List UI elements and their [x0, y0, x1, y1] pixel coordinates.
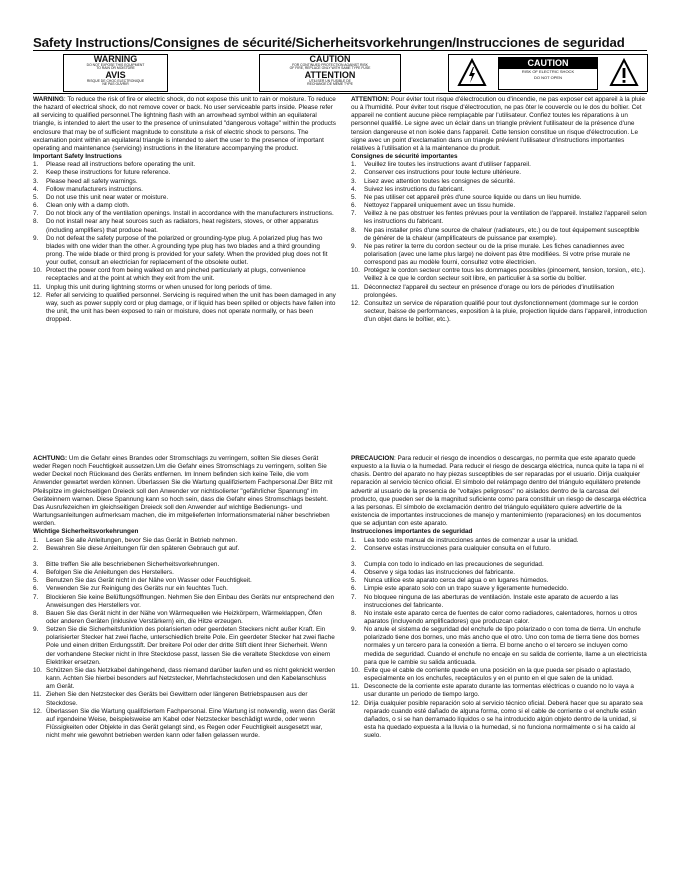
- list-item-number: 1.: [33, 161, 39, 169]
- list-item: [33, 691, 336, 707]
- list-item: [351, 300, 647, 324]
- list-item-text: Clean only with a damp cloth.: [46, 202, 130, 210]
- list-item-text: Bitte treffen Sie alle beschriebenen Sicherheitsvorkehrungen.: [46, 560, 220, 568]
- list-item-text: Déconnectez l'appareil du secteur en présence d'orage ou lors de périodes d'inutilisation prolongées.: [364, 283, 615, 299]
- list-item: [33, 537, 336, 545]
- list-item-text: Bauen Sie das Gerät nicht in der Nähe von Wärmequellen wie Heizkörpern, Wärmeklappen, Öfen oder anderen Geräten (inklusive Verstärkern) ein, die Hitze erzeugen.: [46, 609, 323, 625]
- shock-panel: [498, 57, 598, 90]
- title-rule: [33, 50, 647, 51]
- list-item-text: Please heed all safety warnings.: [46, 177, 138, 185]
- list-item-text: Follow manufacturers instructions.: [46, 185, 143, 193]
- list-item-text: Lesen Sie alle Anleitungen, bevor Sie das Gerät in Betrieb nehmen.: [46, 536, 238, 544]
- spanish-list: [351, 537, 647, 741]
- list-item: [33, 585, 336, 593]
- list-item-number: 9.: [33, 626, 39, 634]
- list-item-text: No bloquee ninguna de las aberturas de ventilación. Instale este aparato de acuerdo a las instrucciones del fabricante.: [364, 593, 619, 609]
- list-item-text: Benutzen Sie das Gerät nicht in der Nähe von Wasser oder Feuchtigkeit.: [46, 577, 252, 585]
- list-item: [351, 202, 647, 210]
- list-item-text: Evite que el cable de corriente quede en una posición en la que pueda ser pisado o aplastado, especialmente en los enchufes, receptáculos y en el punto en el que salen de la unidad.: [364, 666, 632, 683]
- list-item-number: 3.: [351, 177, 357, 185]
- list-item-number: 7.: [351, 210, 357, 218]
- list-item: [351, 210, 647, 226]
- list-item-number: 8.: [351, 609, 357, 617]
- list-item-number: 5.: [33, 193, 39, 201]
- list-item-number: 6.: [351, 585, 357, 593]
- caution-fuse-box: [259, 54, 401, 92]
- list-item-text: Dirija cualquier posible reparación solo al servicio técnico oficial. Deberá hacer que su aparato sea reparado cuando esté dañado de alguna forma, como si el cable de corriente o el enchufe están dañados, o si se han derramado líquidos o se ha introducido algún objeto dentro de la unidad, si esta ha quedado expuesta a la lluvia o la humedad, si no funciona normalmente o si ha caído al suelo.: [364, 699, 643, 740]
- list-item: [351, 227, 647, 243]
- list-item-number: 2.: [33, 169, 39, 177]
- list-item: [351, 577, 647, 585]
- list-item-text: Blockieren Sie keine Belüftungsöffnungen. Nehmen Sie den Einbau des Geräts nur entsprechend den Anweisungen des Herstellers vor.: [46, 593, 335, 609]
- english-heading: Important Safety Instructions: [33, 153, 122, 161]
- list-item-text: Suivez les instructions du fabricant.: [364, 185, 465, 193]
- list-item-number: 6.: [351, 202, 357, 210]
- list-item-number: 4.: [351, 569, 357, 577]
- list-item: [33, 235, 336, 268]
- list-item-number: 11.: [33, 283, 42, 291]
- list-item: [351, 700, 647, 741]
- spanish-column: [351, 455, 647, 740]
- list-item-number: 9.: [351, 626, 357, 634]
- warning-label-box: [63, 54, 168, 92]
- list-item: [351, 169, 647, 177]
- french-warning-text: Pour éviter tout risque d'électrocution ou d'incendie, ne pas exposer cet appareil à la pluie ou à l'humidité. Pour éviter tout risque d'électrocution, ne pas ôter le couvercle ou le dos du boîtier. Cet appareil ne contient aucune pièce remplaçable par l'utilisateur. Confiez toutes les réparations à un personnel qualifié. Le signe avec un éclair dans un triangle prévient l'utilisateur de la présence d'une tension dangereuse et non isolée dans l'appareil. Cette tension constitue un risque d'électrocution. Le signe avec un point d'exclamation dans un triangle prévient l'utilisateur d'instructions importantes relatives à l'utilisation et à la maintenance du produit.: [351, 96, 645, 152]
- list-item: [351, 585, 647, 593]
- list-item-number: 9.: [351, 242, 357, 250]
- french-heading: Consignes de sécurité importantes: [351, 153, 458, 161]
- list-item: [351, 194, 647, 202]
- list-item-number: 7.: [33, 210, 39, 218]
- list-item: [351, 561, 647, 569]
- list-item-text: Desconecte de la corriente este aparato durante las tormentas eléctricas o cuando no lo vaya a usar durante un periodo de tiempo largo.: [364, 683, 634, 699]
- list-item-text: Please read all instructions before operating the unit.: [46, 161, 196, 169]
- list-item-number: 6.: [33, 202, 39, 210]
- list-item: [33, 284, 336, 292]
- english-warning-label: WARNING: [33, 96, 64, 103]
- list-item-number: 10.: [33, 267, 42, 275]
- list-item: [33, 577, 336, 585]
- electric-shock-box: [448, 54, 648, 92]
- list-item-text: Lisez avec attention toutes les consignes de sécurité.: [364, 177, 515, 185]
- list-item-number: 12.: [33, 291, 42, 299]
- list-item-text: Lea todo este manual de instrucciones antes de comenzar a usar la unidad.: [364, 536, 579, 544]
- list-item: [33, 210, 336, 218]
- exclamation-triangle-icon: [609, 58, 639, 88]
- list-item-number: 4.: [351, 185, 357, 193]
- list-item: [351, 667, 647, 683]
- list-item-number: 5.: [351, 193, 357, 201]
- list-item-text: Conserver ces instructions pour toute lecture ultérieure.: [364, 169, 522, 177]
- list-item-text: Refer all servicing to qualified personnel. Servicing is required when the unit has been damaged in any way, such as power supply cord or plug damage, or if liquid has been spilled or objects have fallen into the unit, the unit has been exposed to rain or moisture, does not operate normally, or has been dropped.: [46, 291, 336, 324]
- list-item-text: Protect the power cord from being walked on and pinched particularly at plugs, convenience receptacles and at the point at which they exit from the unit.: [46, 267, 306, 283]
- german-warning-text: Um die Gefahr eines Brandes oder Stromschlags zu verringern, sollten Sie dieses Gerät weder Regen noch Feuchtigkeit aussetzen.Um die Gefahr eines Stromschlags zu verringern, sollten Sie weder Deckel noch Rückwand des Geräts entfernen. Im Innern befinden sich keine Teile, die vom Anwender gewartet werden können. Überlassen Sie die Wartung qualifiziertem Fachpersonal.Der Blitz mit Pfeilspitze im gleichseitigen Dreieck soll den Anwender vor nichtisolierter "gefährlicher Spannung" im Geräteinnern warnen. Diese Spannung kann so hoch sein, dass die Gefahr eines Stromschlags besteht. Das Ausrufezeichen im gleichseitigen Dreieck soll den Anwender auf wichtige Bedienungs- und Wartungsanleitungen aufmerksam machen, die im mitgelieferten Informationsmaterial näher beschrieben werden.: [33, 455, 333, 528]
- warning-head: WARNING: [93, 54, 138, 64]
- list-item-number: 5.: [351, 577, 357, 585]
- list-item: [351, 610, 647, 626]
- avis-line-1: RISQUE DE CHOC ELECTRONIQUE: [86, 78, 145, 83]
- attention-line-2: RECHANGE DE MÊME TYPE: [307, 82, 353, 87]
- avis-head: AVIS: [105, 69, 126, 80]
- list-item-number: 1.: [351, 161, 357, 169]
- list-item: [33, 667, 336, 691]
- spanish-warning-label: PRECAUCION: [351, 455, 394, 462]
- list-item-text: Cumpla con todo lo indicado en las precauciones de seguridad.: [364, 560, 544, 568]
- list-item: [351, 626, 647, 667]
- list-item-number: 3.: [33, 560, 39, 568]
- avis-line-2: NE PAS OUVRIR: [102, 82, 129, 87]
- warning-line-1: DO NOT EXPOSE THIS EQUIPMENT: [86, 63, 145, 67]
- list-item-text: Überlassen Sie die Wartung qualifiziertem Fachpersonal. Eine Wartung ist notwendig, wenn das Gerät auf irgendeine Weise, beispielsweise am Kabel oder Netzstecker beschädigt wurde, oder wenn Flüssigkeiten oder Objekte in das Gerät gelangt sind, es Regen oder Feuchtigkeit ausgesetzt war, nicht mehr wie gewohnt betrieben werden kann oder fallen gelassen wurde.: [46, 707, 336, 740]
- list-item: [33, 545, 336, 553]
- list-item: [33, 561, 336, 569]
- list-item-number: 10.: [351, 666, 360, 674]
- list-item-number: 8.: [33, 609, 39, 617]
- list-item-text: Veuillez lire toutes les instructions avant d'utiliser l'appareil.: [364, 161, 531, 169]
- list-item-text: Conserve estas instrucciones para cualquier consulta en el futuro.: [364, 544, 551, 552]
- german-heading: Wichtige Sicherheitsvorkehrungen: [33, 528, 139, 536]
- list-item-number: 2.: [351, 169, 357, 177]
- list-item: [33, 178, 336, 186]
- french-column: [351, 96, 647, 324]
- list-spacer: [33, 553, 336, 561]
- list-item: [351, 569, 647, 577]
- list-item: [351, 161, 647, 169]
- list-item-number: 11.: [351, 683, 360, 691]
- list-item: [351, 284, 647, 300]
- list-item-text: No instale este aparato cerca de fuentes de calor como radiadores, calentadores, hornos u otros aparatos (incluyendo amplificadores) que produzcan calor.: [364, 609, 638, 625]
- list-item: [351, 537, 647, 545]
- list-item-text: Nettoyez l'appareil uniquement avec un tissu humide.: [364, 202, 516, 210]
- attention-head: ATTENTION: [304, 69, 356, 80]
- list-item-text: No anule el sistema de seguridad del enchufe de tipo polarizado o con toma de tierra. Un enchufe polarizado tiene dos bornes, uno más ancho que el otro. Uno con toma de tierra tiene dos bornes normales y un tercero para la conexión a tierra. El borne ancho o el tercero se incluyen como medida de seguridad. Cuando el enchufe no encaje en su salida de corriente, llame a un electricista para que le cambie su salida anticuada.: [364, 626, 647, 666]
- list-item-text: Unplug this unit during lightning storms or when unused for long periods of time.: [46, 283, 272, 291]
- german-column: [33, 455, 336, 740]
- shock-line-2: DO NOT OPEN: [534, 74, 562, 80]
- list-item: [33, 610, 336, 626]
- list-item-text: Consultez un service de réparation qualifié pour tout dysfonctionnement (dommage sur le cordon secteur, baisse de performances, exposition à la pluie, projection liquide dans l'appareil, introduction d'un objet dans le boîtier, etc.).: [364, 299, 647, 324]
- list-spacer: [351, 553, 647, 561]
- list-item-number: 6.: [33, 585, 39, 593]
- list-item: [351, 594, 647, 610]
- list-item-number: 3.: [33, 177, 39, 185]
- spanish-warning-text: : Para reducir el riesgo de incendios o descargas, no permita que este aparato quede expuesto a la lluvia o la humedad. Para reducir el riesgo de descarga eléctrica, nunca quite la tapa ni el chasis. Dentro del aparato no hay piezas susceptibles de ser reparadas por el usuario. Dirija cualquier reparación al servicio técnico oficial. El símbolo del relámpago dentro del triángulo equilátero pretende advertir al usuario de la presencia de "voltajes peligrosos" no aislados dentro de la carcasa del producto, que pueden ser de la magnitud suficiente como para constituir un riesgo de descarga eléctrica a las personas. El símbolo de exclamación dentro del triángulo equilátero quiere advertirle de la existencia de importantes instrucciones de manejo y mantenimiento (reparaciones) en los documentos que se adjuntan con este aparato.: [351, 455, 647, 528]
- list-item-text: Veillez à ne pas obstruer les fentes prévues pour la ventilation de l'appareil. Installez l'appareil selon les instructions du fabricant.: [364, 210, 647, 226]
- caution-head: CAUTION: [309, 54, 351, 64]
- list-item-text: Keep these instructions for future reference.: [46, 169, 171, 177]
- french-list: [351, 161, 647, 324]
- spanish-heading: Instrucciones importantes de seguridad: [351, 528, 473, 536]
- list-item-text: Do not block any of the ventilation openings. Install in accordance with the manufacturers instructions.: [46, 210, 334, 218]
- list-item: [351, 545, 647, 553]
- list-item-text: Ne pas installer près d'une source de chaleur (radiateurs, etc.) ou de tout équipement susceptible de générer de la chaleur (amplificateurs de puissance par exemple).: [364, 226, 640, 242]
- list-item-number: 9.: [33, 234, 39, 242]
- list-item-text: Bewahren Sie diese Anleitungen für den späteren Gebrauch gut auf.: [46, 544, 240, 552]
- lightning-triangle-icon: [457, 58, 487, 88]
- list-item: [33, 267, 336, 283]
- list-item: [33, 292, 336, 325]
- shock-head: CAUTION: [499, 58, 597, 69]
- list-item: [351, 267, 647, 283]
- list-item-text: Do not defeat the safety purpose of the polarized or grounding-type plug. A polarized plug has two blades with one wider than the other. A grounding type plug has two blades and a third grounding prong. The wide blade or third prong is provided for your safety. When the provided plug does not fit your outlet, consult an electrician for replacement of the obsolete outlet.: [46, 234, 328, 267]
- attention-line-1: UTILISER UN FUSIBLE DE: [309, 78, 351, 83]
- list-item-text: Ne pas retirer la terre du cordon secteur ou de la prise murale. Les fiches canadiennes avec polarisation (avec une lame plus large) ne doivent pas être modifiées. Si votre prise murale ne correspond pas au modèle fourni, consultez votre électricien.: [364, 242, 631, 267]
- warning-line-2: TO RAIN OR MOISTURE: [96, 66, 135, 71]
- list-item: [33, 186, 336, 194]
- french-warning: [351, 96, 647, 153]
- list-item: [33, 594, 336, 610]
- list-item-number: 2.: [33, 544, 39, 552]
- list-item-text: Protégez le cordon secteur contre tous les dommages possibles (pincement, tension, torsion,, etc.). Veillez à ce que le cordon secteur soit libre, en particulier à sa sortie du boîtier.: [364, 267, 646, 283]
- list-item-number: 1.: [351, 536, 357, 544]
- list-item-text: Verwenden Sie zur Reinigung des Geräts nur ein feuchtes Tuch.: [46, 585, 228, 593]
- list-item: [33, 202, 336, 210]
- german-list: [33, 537, 336, 741]
- page-title: Safety Instructions/Consignes de sécurité/Sicherheitsvorkehrungen/Instrucciones de seguridad: [33, 35, 625, 50]
- english-column: [33, 96, 336, 324]
- list-item-text: Do not install near any heat sources such as radiators, heat registers, stoves, or other apparatus (including amplifiers) that produce heat.: [46, 218, 319, 234]
- french-warning-label: ATTENTION:: [351, 96, 390, 103]
- list-item-number: 11.: [351, 283, 360, 291]
- list-item-number: 8.: [351, 226, 357, 234]
- list-item-number: 2.: [351, 544, 357, 552]
- list-item-text: Befolgen Sie die Anleitungen des Herstellers.: [46, 569, 174, 577]
- list-item: [33, 569, 336, 577]
- list-item-number: 12.: [351, 699, 360, 707]
- english-list: [33, 161, 336, 324]
- list-item: [33, 708, 336, 741]
- list-item: [351, 683, 647, 699]
- list-item: [33, 161, 336, 169]
- list-item-number: 3.: [351, 560, 357, 568]
- list-item-number: 7.: [351, 593, 357, 601]
- list-item-number: 11.: [33, 691, 42, 699]
- list-item-number: 8.: [33, 218, 39, 226]
- caution-line-1: FOR CONTINUED PROTECTION AGAINST RISK: [292, 63, 368, 67]
- list-item: [33, 626, 336, 667]
- list-item-number: 4.: [33, 185, 39, 193]
- list-item-text: Observe y siga todas las instrucciones del fabricante.: [364, 569, 515, 577]
- english-warning-text: : To reduce the risk of fire or electric shock, do not expose this unit to rain or moisture. To reduce the hazard of electrical shock, do not remove cover or back. No user serviceable parts inside. Please refer all servicing to qualified personnel.The lightning flash with an arrowhead symbol within an equilateral triangle, is intended to alert the user to the presence of uninsulated "dangerous voltage" within the products enclosure that may be of sufficient magnitude to constitute a risk of electric shock to persons. The exclamation point within an equilateral triangle is intended to alert the user to the presence of important operating and maintenance (servicing) instructions in the literature accompanying the product.: [33, 96, 336, 152]
- german-warning-label: ACHTUNG:: [33, 455, 68, 462]
- list-item: [351, 243, 647, 267]
- list-item-number: 7.: [33, 593, 39, 601]
- list-item-text: Nunca utilice este aparato cerca del agua o en lugares húmedos.: [364, 577, 549, 585]
- caution-line-2: OF FIRE, REPLACE ONLY WITH SAME TYPE FUSE: [289, 66, 371, 71]
- english-warning: [33, 96, 336, 153]
- list-item-text: Do not use this unit near water or moisture.: [46, 193, 169, 201]
- list-item-number: 10.: [33, 666, 42, 674]
- list-item-number: 12.: [351, 299, 360, 307]
- list-item: [351, 178, 647, 186]
- list-item-number: 12.: [33, 707, 42, 715]
- list-item-number: 1.: [33, 536, 39, 544]
- list-item-number: 10.: [351, 267, 360, 275]
- list-item: [33, 194, 336, 202]
- list-item-text: Schützen Sie das Netzkabel dahingehend, dass niemand darüber laufen und es nicht geknickt werden kann. Achten Sie hierbei besonders auf Netzstecker, Mehrfachsteckdosen und den Kabelanschluss am Gerät.: [46, 666, 336, 691]
- list-item-number: 5.: [33, 577, 39, 585]
- list-item-number: 4.: [33, 569, 39, 577]
- list-item: [351, 186, 647, 194]
- list-item: [33, 169, 336, 177]
- german-warning: [33, 455, 336, 528]
- list-item-text: Setzen Sie die Sicherheitsfunktion des polarisierten oder geerdeten Steckers nicht außer Kraft. Ein polarisierter Stecker hat zwei flache, unterschiedlich breite Pole. Ein geerdeter Stecker hat zwei flache Pole und einen dritten Erdungsstift. Der breitere Pol oder der dritte Stift dient Ihrer Sicherheit. Wenn der vorhandene Stecker nicht in Ihre Steckdose passt, lassen Sie die veraltete Steckdose von einem Elektriker ersetzen.: [46, 626, 335, 666]
- shock-line-1: RISK OF ELECTRIC SHOCK: [521, 69, 575, 74]
- header-rule: [33, 93, 647, 94]
- spanish-warning: [351, 455, 647, 528]
- list-item-text: Limpie este aparato solo con un trapo suave y ligeramente humedecido.: [364, 585, 569, 593]
- list-item-text: Ne pas utiliser cet appareil près d'une source liquide ou dans un lieu humide.: [364, 193, 582, 201]
- list-item-text: Ziehen Sie den Netzstecker des Geräts bei Gewittern oder längeren Betriebspausen aus der Steckdose.: [46, 691, 308, 707]
- list-item: [33, 218, 336, 234]
